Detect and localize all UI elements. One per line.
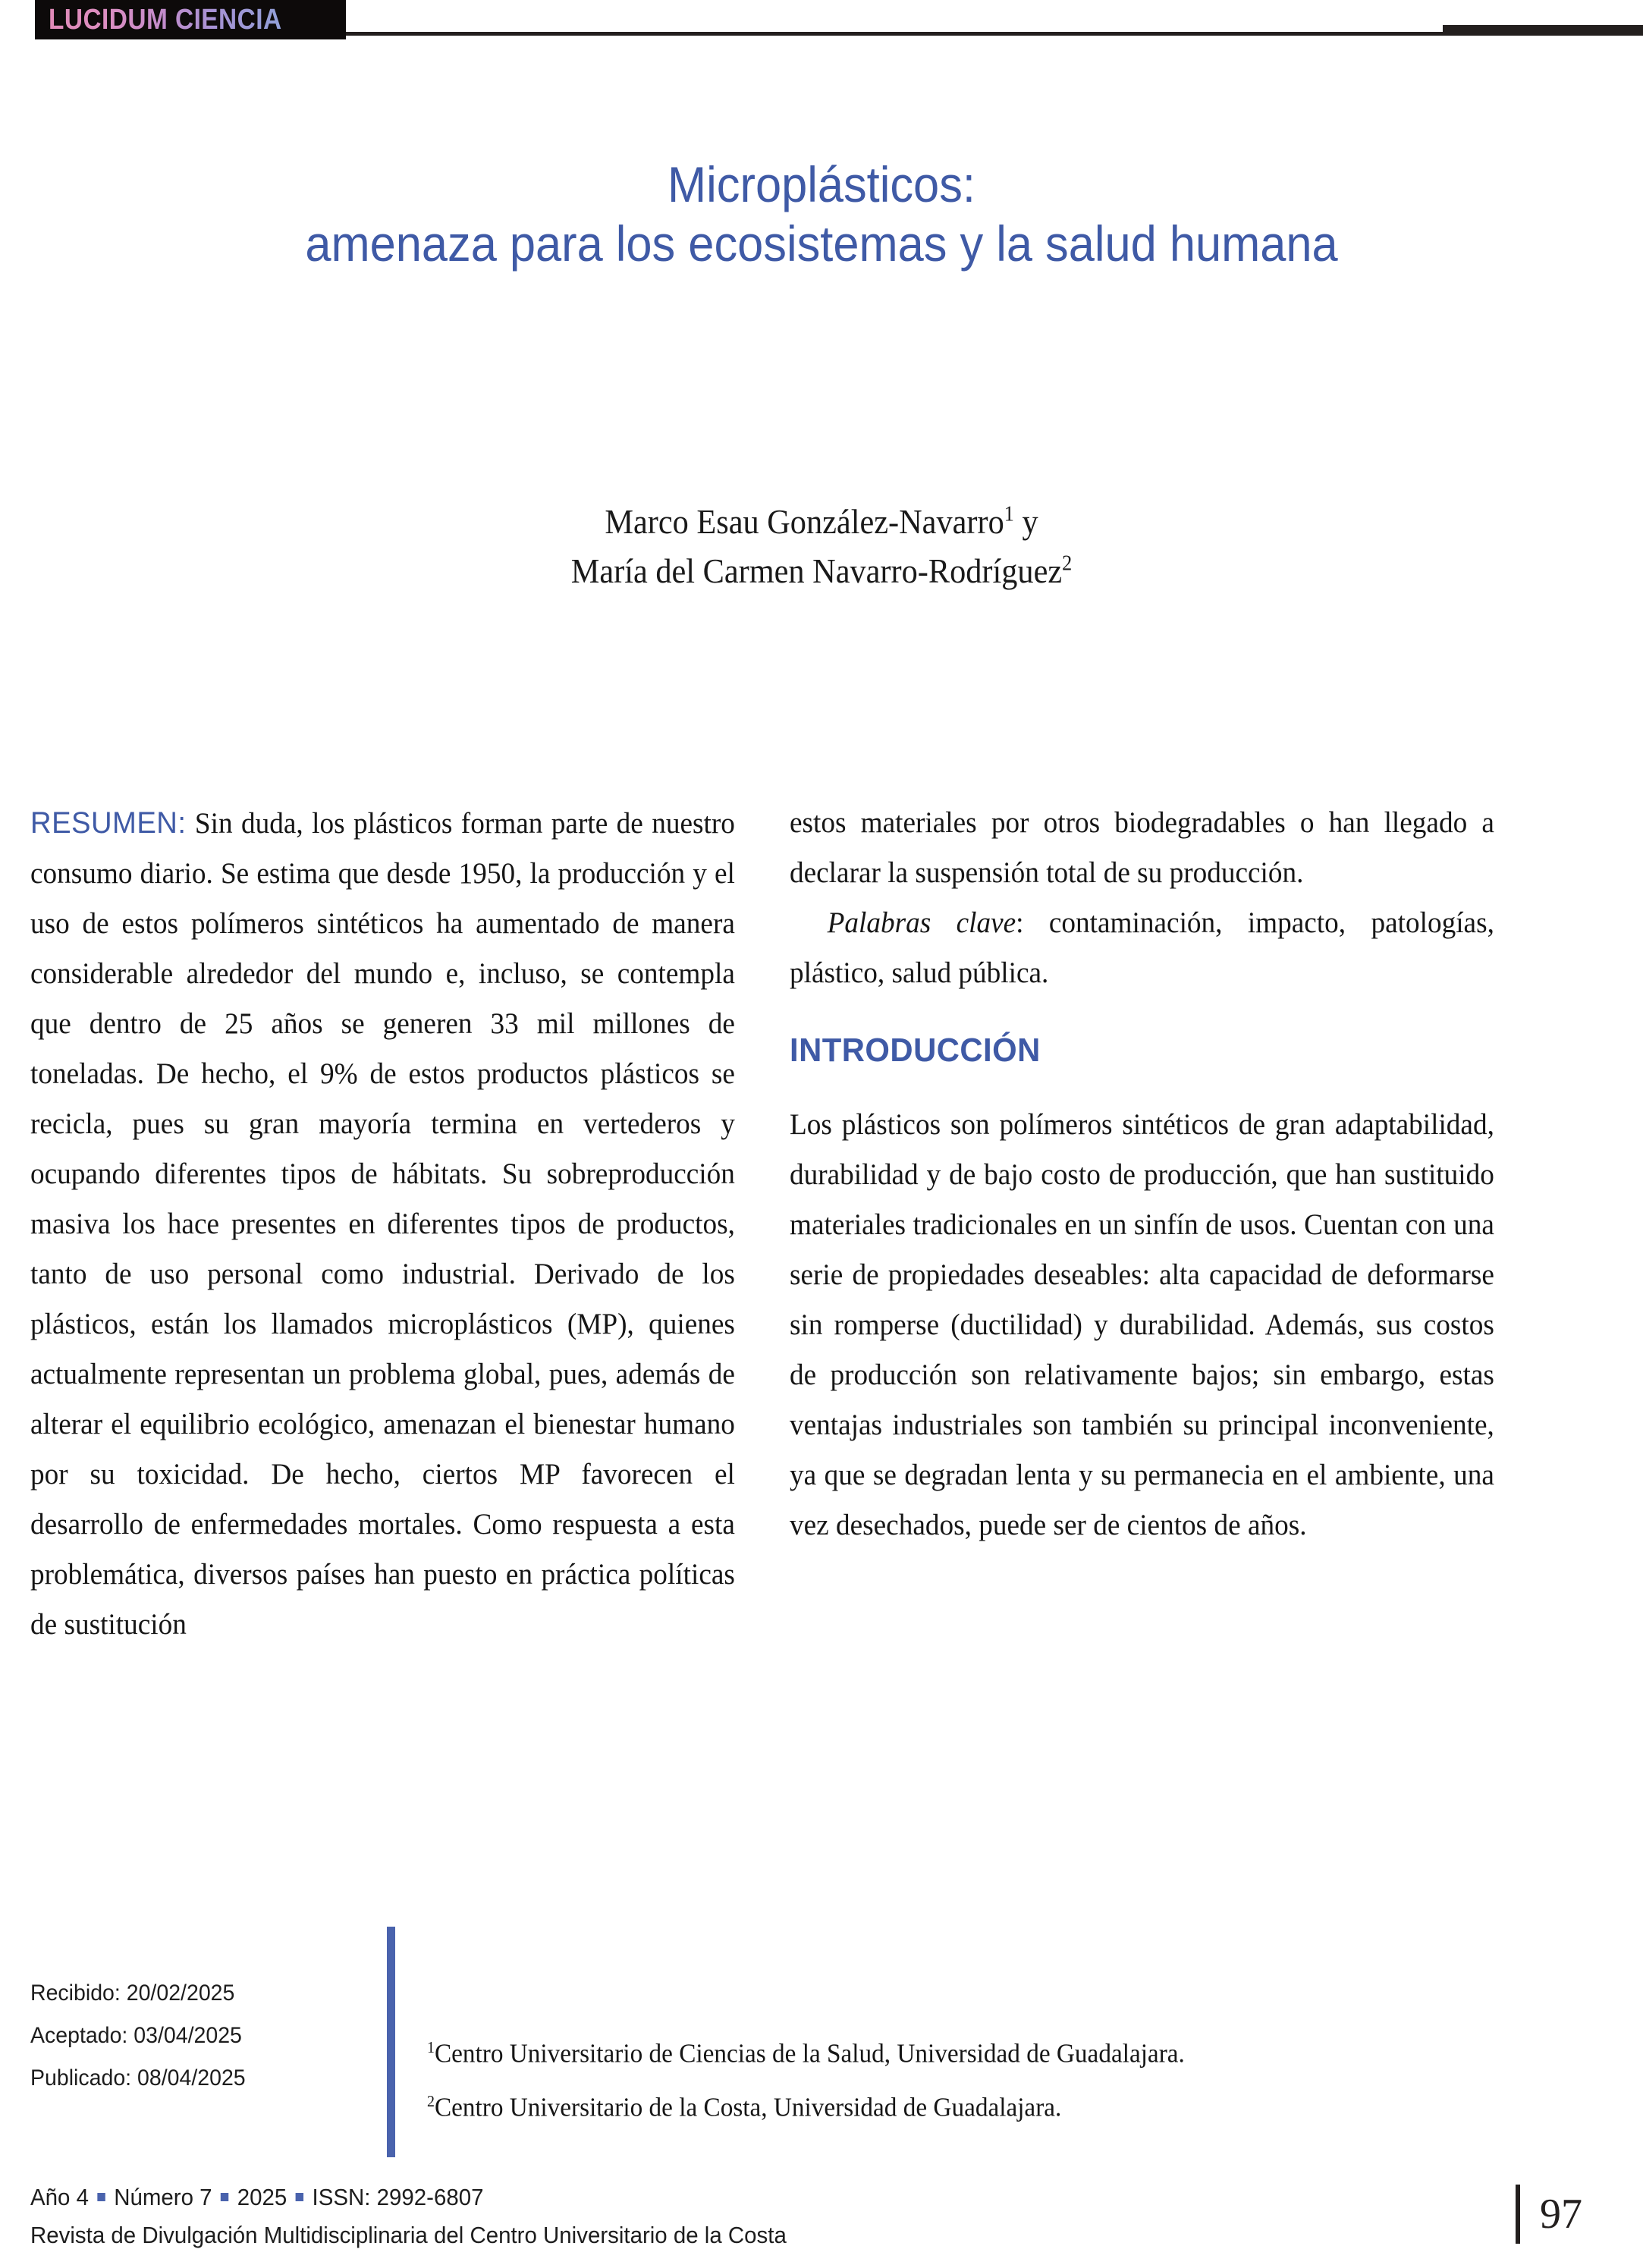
abstract-label: RESUMEN:	[30, 806, 187, 840]
column-left	[30, 798, 735, 1650]
article-body	[30, 798, 1494, 1650]
page-number: 97	[1540, 2191, 1582, 2238]
column-right	[790, 798, 1494, 1650]
page-title	[0, 155, 1643, 274]
affiliation-1-marker: 1	[427, 2038, 435, 2056]
footnote-row	[30, 1924, 1224, 2177]
footer-journal-info	[30, 2178, 826, 2254]
affiliation-2-marker: 2	[427, 2091, 435, 2110]
keywords-separator: :	[1016, 906, 1049, 939]
keywords-paragraph	[790, 898, 1494, 998]
brand-wordmark: LUCIDUM CIENCIA	[49, 4, 282, 36]
title-line-2: amenaza para los ecosistemas y la salud humana	[305, 215, 1338, 272]
abstract-paragraph	[30, 798, 735, 1650]
author-1-name: Marco Esau González-Navarro	[605, 502, 1004, 541]
publication-dates	[30, 1924, 364, 2177]
footer-journal-line: Revista de Divulgación Multidisciplinaria del Centro Universitario de la Costa	[30, 2222, 787, 2248]
keywords-list: contaminación, impacto, patologías, plástico, salud pública.	[790, 906, 1494, 989]
affiliation-2-text: Centro Universitario de la Costa, Universidad de Guadalajara.	[434, 2092, 1062, 2122]
footnote-divider	[30, 1905, 1494, 1907]
introduction-paragraph: Los plásticos son polímeros sintéticos de gran adaptabilidad, durabilidad y de bajo costo de producción, que han sustituido materiales tradicionales en un sinfín de usos. Cuentan con una serie de propiedades deseables: alta capacidad de deformarse sin romperse (ductilidad) y durabilidad. Además, sus costos de producción son relativamente bajos; sin embargo, estas ventajas industriales son también su principal inconveniente, ya que se degradan lenta y su permanecia en el ambiente, una vez desechados, puede ser de cientos de años.	[790, 1108, 1494, 1541]
affiliation-2	[427, 2078, 1185, 2131]
affiliation-1	[427, 2024, 1185, 2078]
title-line-1: Microplásticos:	[668, 156, 975, 212]
abstract-text: Sin duda, los plásticos forman parte de nuestro consumo diario. Se estima que desde 1950, la producción y el uso de estos polímeros sintéticos ha aumentado de manera considerable alrededor del mundo e, incluso, se contempla que dentro de 25 años se generen 33 mil millones de toneladas. De hecho, el 9% de estos productos plásticos se recicla, pues su gran mayoría termina en vertederos y ocupando diferentes tipos de hábitats. Su sobreproducción masiva los hace presentes en diferentes tipos de productos, tanto de uso personal como industrial. Derivado de los plásticos, están los llamados microplásticos (MP), quienes actualmente representan un problema global, pues, además de alterar el equilibrio ecológico, amenazan el bienestar humano por su toxicidad. De hecho, ciertos MP favorecen el desarrollo de enfermedades mortales. Como respuesta a esta problemática, diversos países han puesto en práctica políticas de sustitución	[30, 807, 735, 1641]
footer-year: Año 4	[30, 2184, 89, 2210]
masthead	[0, 0, 1643, 53]
page-footer	[30, 2178, 1613, 2254]
bullet-square-icon	[97, 2193, 105, 2201]
author-2-affil-marker: 2	[1062, 551, 1073, 576]
author-1-affil-marker: 1	[1004, 502, 1014, 526]
author-conjunction: y	[1013, 502, 1038, 541]
author-line-1	[66, 497, 1578, 546]
footnote-vertical-rule	[387, 1927, 395, 2157]
author-affiliations	[395, 1924, 1224, 2177]
masthead-rule-thick	[1443, 25, 1643, 36]
footer-issn: ISSN: 2992-6807	[312, 2184, 484, 2210]
footer-issue-year: 2025	[237, 2184, 287, 2210]
page-number-rule	[1516, 2185, 1520, 2244]
affiliation-1-text: Centro Universitario de Ciencias de la Salud, Universidad de Guadalajara.	[434, 2038, 1185, 2069]
brand-badge	[35, 0, 346, 39]
footer-issue-line	[30, 2178, 787, 2216]
brand-badge-left-gap	[0, 23, 35, 39]
date-received: Recibido: 20/02/2025	[30, 1981, 235, 2006]
bullet-square-icon	[221, 2193, 228, 2201]
bullet-square-icon	[296, 2193, 303, 2201]
section-heading-introduccion: INTRODUCCIÓN	[790, 1032, 1041, 1069]
abstract-continuation: estos materiales por otros biodegradables o han llegado a declarar la suspensión total de su producción.	[790, 806, 1494, 889]
keywords-label: Palabras clave	[827, 906, 1016, 939]
page-number-group	[1516, 2178, 1613, 2244]
authors	[0, 497, 1643, 596]
date-accepted: Aceptado: 03/04/2025	[30, 2023, 242, 2048]
author-2-name: María del Carmen Navarro-Rodríguez	[570, 551, 1063, 591]
footer-issue: Número 7	[114, 2184, 212, 2210]
date-published: Publicado: 08/04/2025	[30, 2065, 246, 2091]
author-line-2	[66, 546, 1578, 595]
